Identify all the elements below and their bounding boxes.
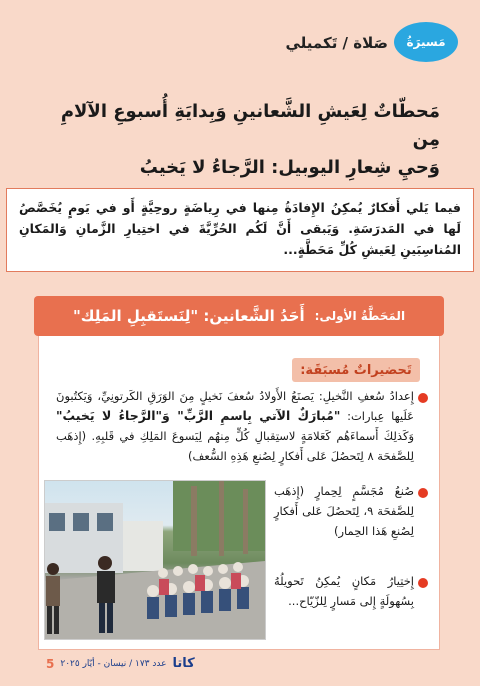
page-title-line-1: مَحطّاتٌ لِعَيشِ الشَّعانينِ وَبِدايَةِ أُسبوعِ الآلامِ مِن (60, 101, 440, 150)
bullet-2-text: صُنعُ مُجَسَّمٍ لِحِمارٍ (إِذهَب لِلصَّفحَة ٩، لِتَحصُلَ عَلى أَفكارٍ لِصُنعِ هَذا الحِمار) (274, 484, 414, 538)
section-label: صَلاة / تَكميلي (285, 34, 388, 52)
page-footer (46, 656, 195, 671)
procession-photo-image (44, 481, 265, 640)
section-badge (394, 22, 458, 62)
intro-text: فيما يَلي أَفكارٌ يُمكِنُ الإِفادَةُ مِنها في رِياضَةٍ روحِيَّةٍ أَو في يَومٍ يُخَصَّصُ لَها في المَدرَسَةِ. وَيَبقى أَنَّ لَكُم الحُرِّيَّةَ في اختِيارِ الزَّمانِ وَالمَكانِ المُناسِبَينِ لِعَيشِ كُلِّ مَحَطَّةٍ... (19, 200, 461, 257)
page-title (40, 98, 440, 182)
list-item (274, 571, 414, 611)
bullet-3-text: إِختِيارُ مَكانٍ يُمكِنُ تَحويلُهُ بِسُهولَةٍ إِلى مَسارٍ لِلزّيّاح... (274, 574, 414, 608)
bullet-dot (418, 393, 428, 403)
magazine-logo: كاتا (172, 656, 195, 671)
list-item (56, 386, 414, 466)
bullet-dot (418, 488, 428, 498)
station-name: أَحَدُ الشَّعانين: "لِنَستَقبِلِ المَلِك" (72, 307, 305, 325)
list-item (274, 481, 414, 541)
bullet-1-phrases: "مُبارَكٌ الآتي بِاسمِ الرَّبِّ" وَ"الرَّجاءُ لا يَخيبُ" (56, 408, 341, 423)
section-badge-text: مَسيرَةُ (406, 35, 446, 49)
page-title-line-2: وَحيِ شِعارِ اليوبيل: الرَّجاءُ لا يَخيبُ (139, 157, 440, 178)
intro-box (6, 188, 474, 272)
preparations-heading: تَحضيراتٌ مُسبَقَة: (292, 358, 420, 382)
station-label: المَحَطَّةُ الأولى: (314, 309, 406, 323)
bullet-dot (418, 578, 428, 588)
procession-photo (44, 480, 266, 640)
station-header-bar (34, 296, 444, 336)
issue-info: عدد ١٧٣ / نيسان - أيّار ٢٠٢٥ (60, 658, 167, 669)
page-number: 5 (46, 656, 55, 671)
bullet-1-text: إِعدادُ سُعفِ النَّخيلِ: يَصنَعُ الأَولادُ سُعفَ نَخيلٍ مِنَ الوَرَقِ الكَرتونِيِّ، وَيَكتُبونَ عَلَيها عِبارات: (56, 389, 415, 423)
bullet-1-text-end: وَكَذلِكَ أَسماءَهُم كَعَلامَةٍ لاستِقبالِ كُلٍّ مِنهُم لِيَسوعَ المَلِكِ في قَلبِهِ. (إِذهَب لِلصَّفحَة ٨ لِتَحصُلَ عَلى أَفكارٍ لِصُنعِ هَذِهِ السُّعف) (56, 429, 414, 463)
